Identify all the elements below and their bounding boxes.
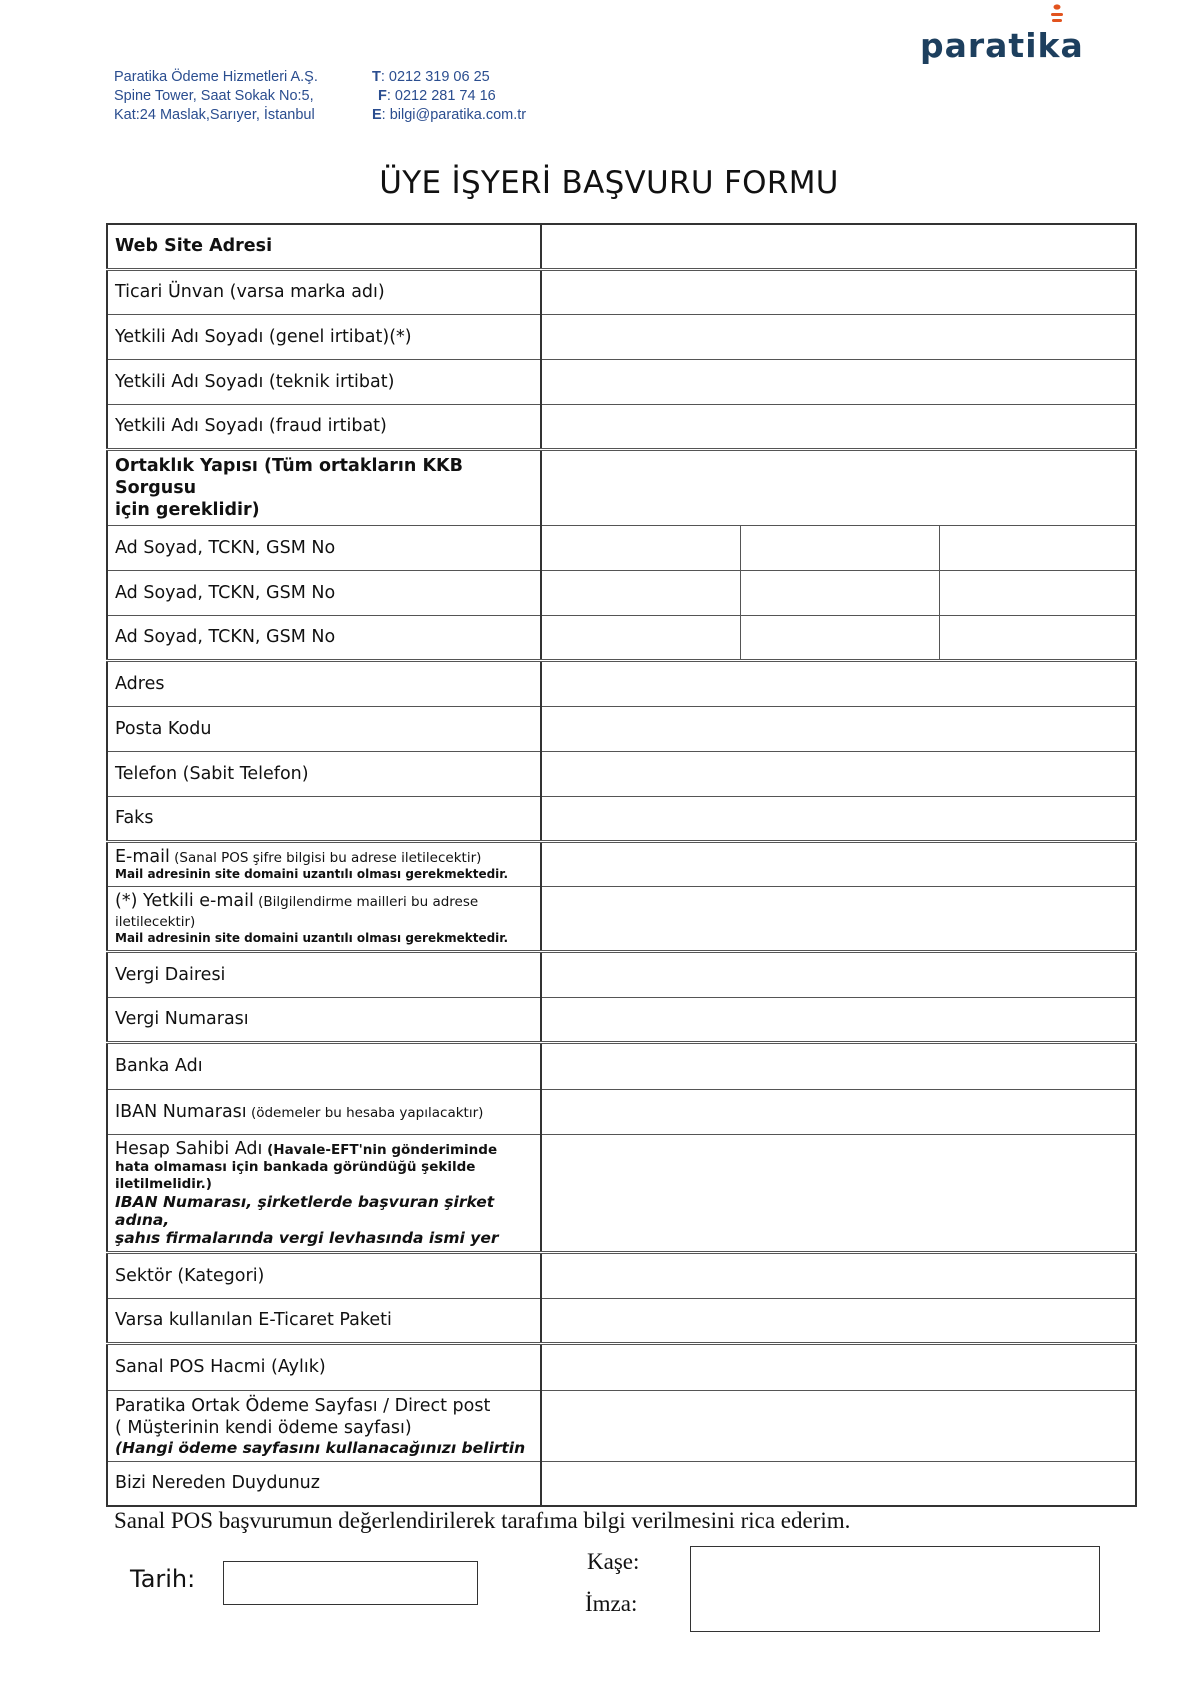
hesap-label-note-2: hata olmaması için bankada göründüğü şekilde: [115, 1158, 476, 1175]
fax-key: F: [378, 88, 387, 104]
field-banka-adi[interactable]: [541, 1042, 1136, 1089]
yetkili-email-label-main: (*) Yetkili e-mail: [115, 890, 254, 911]
field-iban[interactable]: [541, 1089, 1136, 1134]
label-hesap-sahibi: [107, 1134, 541, 1252]
company-line: Kat:24 Maslak,Sarıyer, İstanbul: [114, 107, 315, 123]
label-telefon: Telefon (Sabit Telefon): [107, 751, 541, 796]
company-line: Spine Tower, Saat Sokak No:5,: [114, 88, 314, 104]
field-web-site[interactable]: [541, 224, 1136, 269]
hesap-label-bi-1: IBAN Numarası, şirketlerde başvuran şirket: [115, 1192, 495, 1211]
field-pos-hacmi[interactable]: [541, 1343, 1136, 1390]
form-row: [107, 1042, 1136, 1089]
email-value: : bilgi@paratika.com.tr: [381, 107, 527, 123]
contact-fax: [372, 87, 526, 106]
label-vergi-numarasi: Vergi Numarası: [107, 997, 541, 1042]
label-posta-kodu: Posta Kodu: [107, 706, 541, 751]
form-row: [107, 1134, 1136, 1252]
field-eticaret[interactable]: [541, 1298, 1136, 1343]
iban-label-note: (ödemeler bu hesaba yapılacaktır): [246, 1104, 484, 1121]
form-row: [107, 224, 1136, 269]
contact-email: [372, 106, 526, 125]
field-yetkili-genel[interactable]: [541, 314, 1136, 359]
label-banka-adi: Banka Adı: [107, 1042, 541, 1089]
logo-wordmark: paratika: [920, 26, 1084, 65]
field-sektor[interactable]: [541, 1252, 1136, 1298]
field-ortak-2-ad[interactable]: [541, 570, 740, 615]
label-adres: Adres: [107, 660, 541, 706]
paratika-logo: [920, 4, 1120, 64]
kase-label: Kaşe:: [587, 1549, 640, 1574]
field-email[interactable]: [541, 841, 1136, 886]
form-row: [107, 404, 1136, 449]
label-bizi-nereden: Bizi Nereden Duydunuz: [107, 1461, 541, 1506]
email-key: E: [372, 107, 382, 123]
form-row: [107, 1390, 1136, 1461]
form-row: [107, 1461, 1136, 1506]
label-yetkili-genel: Yetkili Adı Soyadı (genel irtibat)(*): [107, 314, 541, 359]
form-row: [107, 570, 1136, 615]
form-title: [0, 165, 1191, 201]
label-web-site: Web Site Adresi: [107, 224, 541, 269]
label-email: [107, 841, 541, 886]
form-row: [107, 841, 1136, 886]
field-yetkili-teknik[interactable]: [541, 359, 1136, 404]
field-odeme-sayfasi[interactable]: [541, 1390, 1136, 1461]
form-row: [107, 751, 1136, 796]
ortaklik-line-2: için gereklidir): [115, 499, 260, 520]
form-row: [107, 615, 1136, 660]
field-ortak-2-gsm[interactable]: [939, 570, 1136, 615]
label-sektor: Sektör (Kategori): [107, 1252, 541, 1298]
email-label-main: E-mail: [115, 846, 170, 867]
form-row: [107, 314, 1136, 359]
field-vergi-dairesi[interactable]: [541, 951, 1136, 997]
company-address: [114, 68, 318, 125]
form-row: [107, 269, 1136, 314]
field-faks[interactable]: [541, 796, 1136, 841]
label-yetkili-email: [107, 886, 541, 951]
label-yetkili-fraud: Yetkili Adı Soyadı (fraud irtibat): [107, 404, 541, 449]
iban-label-main: IBAN Numarası: [115, 1101, 247, 1122]
hesap-label-bi-2: adına,: [115, 1210, 170, 1229]
tarih-label: Tarih:: [130, 1565, 196, 1593]
email-label-note: (Sanal POS şifre bilgisi bu adrese iletilecektir): [169, 849, 482, 866]
tarih-field[interactable]: [223, 1561, 478, 1605]
label-odeme-sayfasi: [107, 1390, 541, 1461]
form-row: [107, 706, 1136, 751]
field-hesap-sahibi[interactable]: [541, 1134, 1136, 1252]
odeme-line-2: ( Müşterinin kendi ödeme sayfası): [115, 1417, 412, 1438]
form-row: [107, 525, 1136, 570]
form-row: [107, 1252, 1136, 1298]
phone-key: T: [372, 69, 381, 85]
label-yetkili-teknik: Yetkili Adı Soyadı (teknik irtibat): [107, 359, 541, 404]
hesap-label-main: Hesap Sahibi Adı: [115, 1138, 263, 1159]
field-ortak-3-tckn[interactable]: [740, 615, 939, 660]
odeme-line-1: Paratika Ortak Ödeme Sayfası / Direct post: [115, 1395, 491, 1416]
contact-info: [372, 68, 526, 125]
field-telefon[interactable]: [541, 751, 1136, 796]
contact-phone: [372, 68, 526, 87]
hesap-label-bi-3: şahıs firmalarında vergi levhasında ismi yer: [115, 1228, 499, 1247]
field-ortak-1-gsm[interactable]: [939, 525, 1136, 570]
label-iban: [107, 1089, 541, 1134]
kase-imza-field[interactable]: [690, 1546, 1100, 1632]
phone-value: : 0212 319 06 25: [380, 69, 490, 85]
form-row: [107, 886, 1136, 951]
form-title-text: ÜYE İŞYERİ BAŞVURU FORMU: [379, 165, 839, 201]
form-row: [107, 660, 1136, 706]
label-pos-hacmi: Sanal POS Hacmi (Aylık): [107, 1343, 541, 1390]
field-ortaklik[interactable]: [541, 449, 1136, 525]
yetkili-email-label-note: (Bilgilendirme mailleri bu adrese iletilecektir): [115, 893, 479, 930]
label-vergi-dairesi: Vergi Dairesi: [107, 951, 541, 997]
field-ortak-2-tckn[interactable]: [740, 570, 939, 615]
form-row: [107, 449, 1136, 525]
field-adres[interactable]: [541, 660, 1136, 706]
company-line: Paratika Ödeme Hizmetleri A.Ş.: [114, 69, 318, 85]
label-ortak-1: Ad Soyad, TCKN, GSM No: [107, 525, 541, 570]
hesap-label-note-1: (Havale-EFT'nin gönderiminde: [262, 1141, 498, 1158]
form-row: [107, 1089, 1136, 1134]
label-eticaret: Varsa kullanılan E-Ticaret Paketi: [107, 1298, 541, 1343]
form-row: [107, 1298, 1136, 1343]
yetkili-email-label-sub: Mail adresinin site domaini uzantılı olması gerekmektedir.: [115, 930, 509, 945]
field-yetkili-fraud[interactable]: [541, 404, 1136, 449]
form-row: [107, 997, 1136, 1042]
hesap-label-note-3: iletilmelidir.): [115, 1175, 212, 1192]
field-ticari-unvan[interactable]: [541, 269, 1136, 314]
label-ortak-3: Ad Soyad, TCKN, GSM No: [107, 615, 541, 660]
form-row: [107, 951, 1136, 997]
closing-statement: Sanal POS başvurumun değerlendirilerek tarafıma bilgi verilmesini rica ederim.: [114, 1508, 851, 1533]
field-ortak-1-ad[interactable]: [541, 525, 740, 570]
field-ortak-3-gsm[interactable]: [939, 615, 1136, 660]
label-ticari-unvan: Ticari Ünvan (varsa marka adı): [107, 269, 541, 314]
field-bizi-nereden[interactable]: [541, 1461, 1136, 1506]
field-vergi-numarasi[interactable]: [541, 997, 1136, 1042]
field-ortak-1-tckn[interactable]: [740, 525, 939, 570]
field-yetkili-email[interactable]: [541, 886, 1136, 951]
form-row: [107, 359, 1136, 404]
fax-value: : 0212 281 74 16: [386, 88, 496, 104]
form-row: [107, 796, 1136, 841]
odeme-line-3: (Hangi ödeme sayfasını kullanacağınızı belirtin: [115, 1438, 526, 1457]
field-ortak-3-ad[interactable]: [541, 615, 740, 660]
application-form-table: [106, 223, 1137, 1507]
email-label-sub: Mail adresinin site domaini uzantılı olması gerekmektedir.: [115, 866, 509, 881]
ortaklik-line-1: Ortaklık Yapısı (Tüm ortakların KKB Sorgusu: [115, 455, 463, 498]
label-ortaklik: [107, 449, 541, 525]
label-faks: Faks: [107, 796, 541, 841]
imza-label: İmza:: [585, 1591, 638, 1616]
label-ortak-2: Ad Soyad, TCKN, GSM No: [107, 570, 541, 615]
field-posta-kodu[interactable]: [541, 706, 1136, 751]
form-row: [107, 1343, 1136, 1390]
